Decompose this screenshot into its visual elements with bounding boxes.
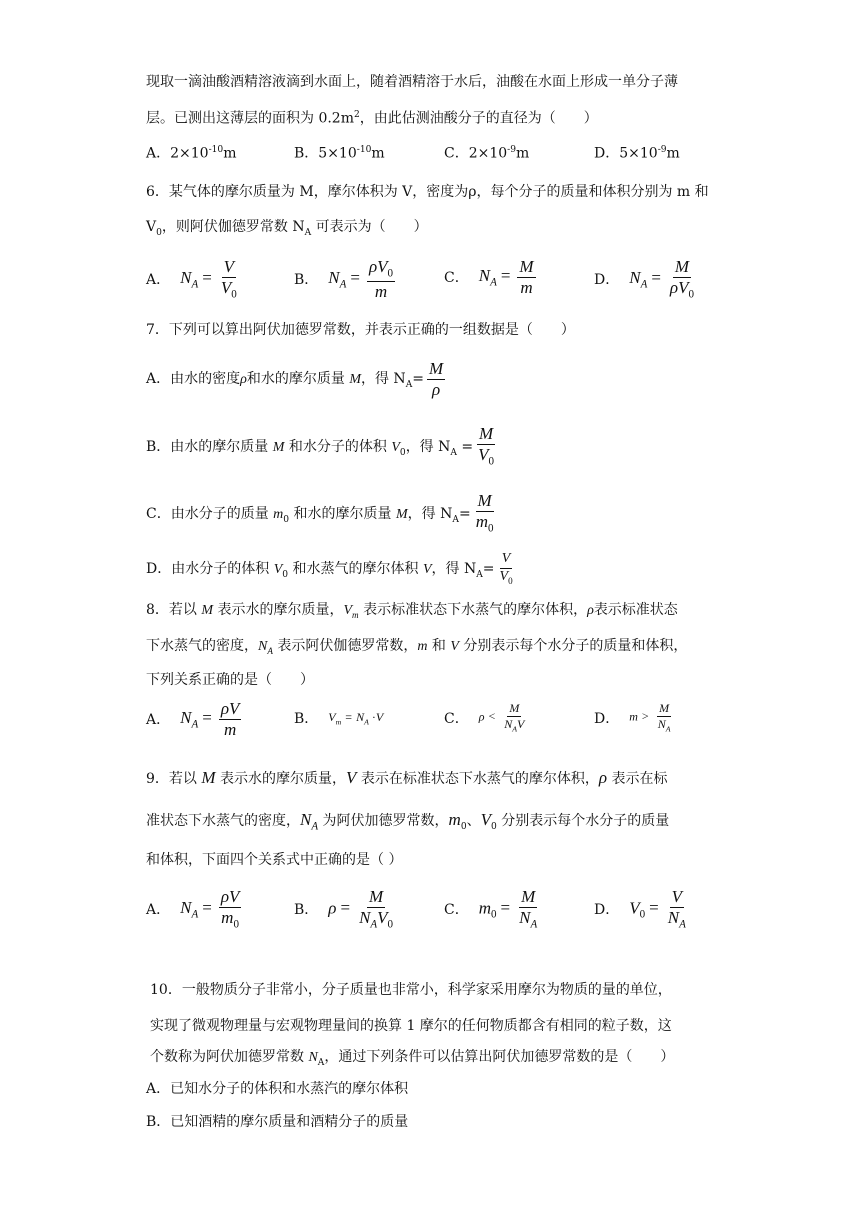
q9-line-1: 9．若以 M 表示水的摩尔质量，V 表示在标准状态下水蒸气的摩尔体积，ρ 表示在标	[146, 768, 668, 787]
formula-fraction: $\frac{M}{N_A}$	[657, 701, 671, 733]
q6-option-b[interactable]: B． $N_A$ = $\frac{\rho V_0}{m}$	[294, 257, 394, 301]
formula-fraction: $\frac{\rho V}{m}$	[220, 699, 240, 739]
q8-line-1: 8．若以 M 表示水的摩尔质量，$V_m$ 表示标准状态下水蒸气的摩尔体积，ρ表示标准状态	[146, 602, 678, 620]
q7-option-a[interactable]: A．由水的密度ρ和水的摩尔质量 M，得 $N_A=$ $\frac{M}{\rho}$	[146, 359, 444, 399]
q6-option-a[interactable]: A． $N_A$ = $\frac{V}{V_0}$	[146, 257, 237, 301]
q5-option-b[interactable]: B．$5\times 10^{-10}m$	[294, 145, 385, 162]
formula-fraction: $\frac{\rho V}{m_0}$	[220, 887, 240, 931]
q6-option-c[interactable]: C． $N_A$ = $\frac{M}{m}$	[444, 257, 534, 297]
q8-line-3: 下列关系正确的是（ ）	[146, 672, 314, 688]
q6-line-2: $V_0$，则阿伏伽德罗常数 $N_A$ 可表示为（ ）	[146, 219, 428, 238]
q8-option-c[interactable]: C． ρ < $\frac{M}{N_AV}$	[444, 701, 525, 733]
q10-line-2: 实现了微观物理量与宏观物理量间的换算 1 摩尔的任何物质都含有相同的粒子数，这	[150, 1018, 672, 1034]
q8-option-b[interactable]: B． $V_m = N_A \cdot V$	[294, 709, 384, 727]
q6-line-1: 6．某气体的摩尔质量为 M，摩尔体积为 V，密度为ρ，每个分子的质量和体积分别为 m 和	[146, 184, 709, 200]
q10-line-3: 个数称为阿伏加德罗常数 $N_A$，通过下列条件可以估算出阿伏加德罗常数的是（ ）	[150, 1049, 675, 1068]
formula-fraction: $\frac{M}{m}$	[519, 257, 534, 297]
formula-fraction: $\frac{\rho V_0}{m}$	[368, 257, 394, 301]
formula-fraction: $\frac{M}{\rho V_0}$	[669, 257, 694, 301]
q9-option-b[interactable]: B． ρ = $\frac{M}{N_AV_0}$	[294, 887, 394, 931]
q7-option-c[interactable]: C．由水分子的质量 $m_0$ 和水的摩尔质量 M，得 $N_A=$ $\frac{M}{m_0}$	[146, 491, 494, 535]
q5-option-c[interactable]: C．$2\times 10^{-9}m$	[444, 145, 530, 162]
formula-fraction: $\frac{M}{N_AV}$	[504, 701, 525, 733]
q8-line-2: 下水蒸气的密度，$N_A$ 表示阿伏伽德罗常数，m 和 V 分别表示每个水分子的质量和体积，	[146, 638, 688, 656]
q8-option-d[interactable]: D． m > $\frac{M}{N_A}$	[594, 701, 671, 733]
formula-fraction: $\frac{V}{N_A}$	[667, 887, 686, 931]
formula-fraction: $\frac{M}{m_0}$	[475, 491, 494, 535]
q6-option-d[interactable]: D． $N_A$ = $\frac{M}{\rho V_0}$	[594, 257, 694, 301]
q5-line-2: 层。已测出这薄层的面积为 $0.2m^2$，由此估测油酸分子的直径为（ ）	[146, 110, 598, 127]
q10-option-b[interactable]: B．已知酒精的摩尔质量和酒精分子的质量	[146, 1114, 409, 1130]
q7-stem: 7．下列可以算出阿伏加德罗常数，并表示正确的一组数据是（ ）	[146, 322, 575, 338]
q8-option-a[interactable]: A． $N_A$ = $\frac{\rho V}{m}$	[146, 699, 240, 739]
q9-option-a[interactable]: A． $N_A$ = $\frac{\rho V}{m_0}$	[146, 887, 240, 931]
formula-fraction: $\frac{M}{N_AV_0}$	[359, 887, 394, 931]
q9-line-2: 准状态下水蒸气的密度，$N_A$ 为阿伏加德罗常数，$m_0$、$V_0$ 分别表示每个水分子的质量	[146, 810, 670, 833]
q10-option-a[interactable]: A．已知水分子的体积和水蒸汽的摩尔体积	[146, 1081, 409, 1097]
formula-fraction: $\frac{V}{V_0}$	[499, 551, 513, 586]
formula-fraction: $\frac{M}{V_0}$	[478, 424, 495, 468]
q5-option-d[interactable]: D．$5\times 10^{-9}m$	[594, 145, 680, 162]
formula-fraction: $\frac{M}{\rho}$	[429, 359, 444, 399]
q9-option-d[interactable]: D． $V_0$ = $\frac{V}{N_A}$	[594, 887, 686, 931]
q5-line-1: 现取一滴油酸酒精溶液滴到水面上，随着酒精溶于水后，油酸在水面上形成一单分子薄	[146, 74, 678, 90]
q5-option-a[interactable]: A．$2\times 10^{-10}m$	[146, 145, 237, 162]
formula-fraction: $\frac{V}{V_0}$	[220, 257, 237, 301]
q7-option-b[interactable]: B．由水的摩尔质量 M 和水分子的体积 $V_0$，得 $N_A$ = $\frac{M}{V_0}$	[146, 424, 495, 468]
formula-fraction: $\frac{M}{N_A}$	[519, 887, 538, 931]
q10-line-1: 10．一般物质分子非常小，分子质量也非常小，科学家采用摩尔为物质的量的单位，	[150, 982, 672, 998]
q9-option-c[interactable]: C． $m_0$ = $\frac{M}{N_A}$	[444, 887, 538, 931]
q9-line-3: 和体积，下面四个关系式中正确的是（ ）	[146, 852, 403, 868]
q7-option-d[interactable]: D．由水分子的体积 $V_0$ 和水蒸气的摩尔体积 V，得 $N_A=$ $\frac{V}{V_0}$	[146, 551, 513, 586]
